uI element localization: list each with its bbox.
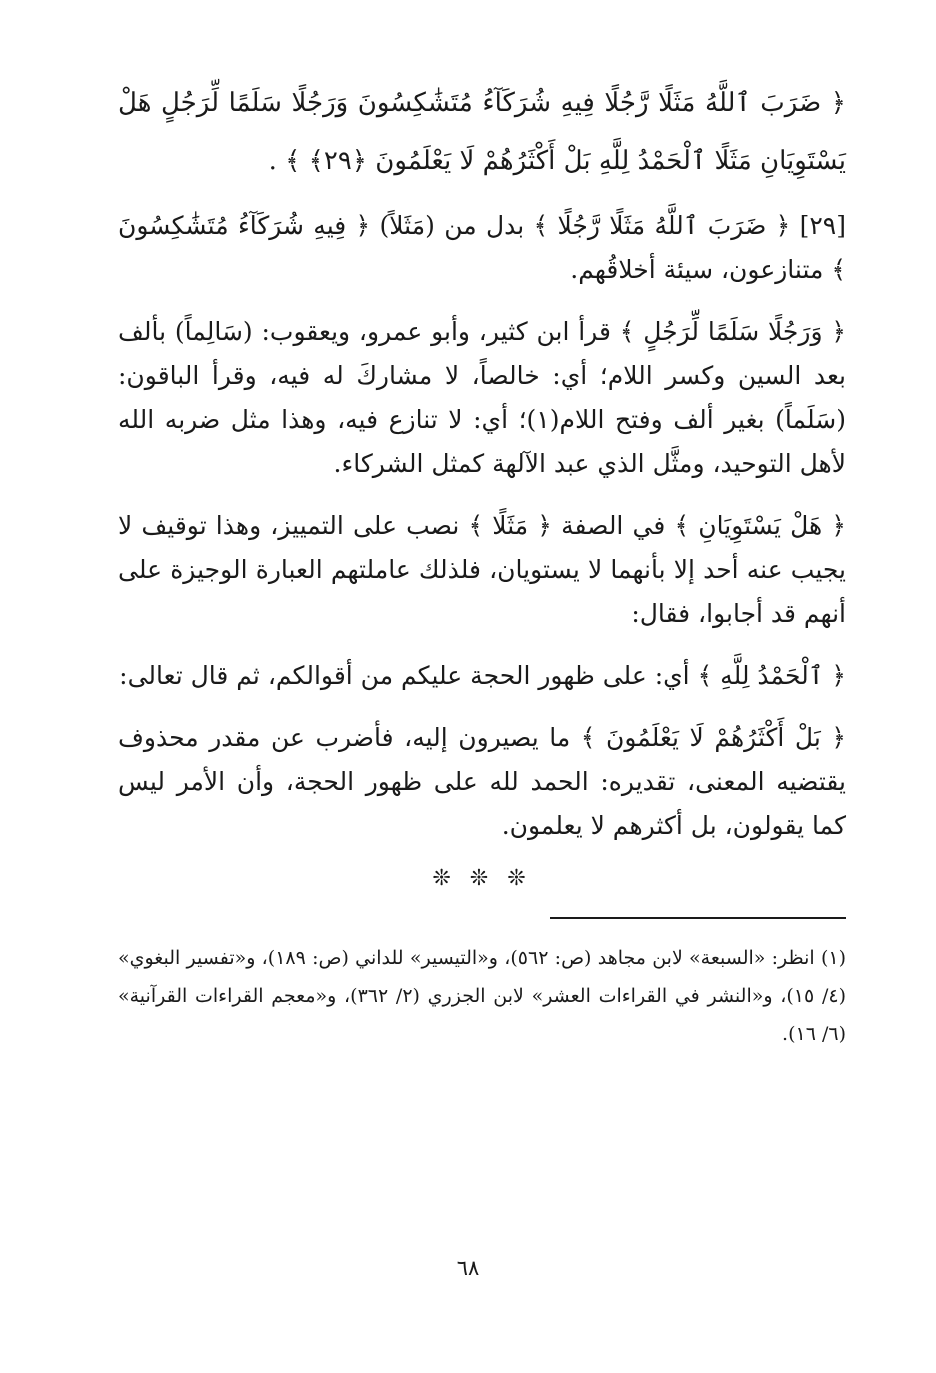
page-body <box>118 74 846 1053</box>
paragraph-comparison: ﴿ هَلْ يَسْتَوِيَانِ ﴾ في الصفة ﴿ مَثَلًا ﴾ نصب على التمييز، وهذا توقيف لا يجيب عنه أحد إلا بأنهما لا يستويان، فلذلك عاملتهم العبارة الوجيزة على أنهم قد أجابوا، فقال: <box>118 511 846 628</box>
footnote-divider <box>550 917 846 919</box>
page-number: ٦٨ <box>456 1256 480 1280</box>
footnote-1: (١) انظر: «السبعة» لابن مجاهد (ص: ٥٦٢)، و«التيسير» للداني (ص: ١٨٩)، و«تفسير البغوي» (٤/ ١٥)، و«النشر في القراءات العشر» لابن الجزري (٢/ ٣٦٢)، و«معجم القراءات القرآنية» (٦/ ١٦). <box>118 947 847 1045</box>
paragraph-readings: ﴿ وَرَجُلًا سَلَمًا لِّرَجُلٍ ﴾ قرأ ابن كثير، وأبو عمرو، ويعقوب: (سَالِماً) بألف بعد السين وكسر اللام؛ أي: خالصاً، لا مشاركَ له فيه، وقرأ الباقون: (سَلَماً) بغير ألف وفتح اللام(١)؛ أي: لا تنازع فيه، وهذا مثل ضربه الله لأهل التوحيد، ومثَّل الذي عبد الآلهة كمثل الشركاء. <box>118 317 846 478</box>
section-separator: ❊ ❊ ❊ <box>432 866 532 891</box>
paragraph-verse-29: [٢٩] ﴿ ضَرَبَ ٱللَّهُ مَثَلًا رَّجُلًا ﴾ بدل من (مَثَلاً) ﴿ فِيهِ شُرَكَآءُ مُتَشَٰكِسُونَ ﴾ متنازعون، سيئة أخلاقُهم. <box>118 211 846 284</box>
quran-verse-block: ﴿ ضَرَبَ ٱللَّهُ مَثَلًا رَّجُلًا فِيهِ شُرَكَآءُ مُتَشَٰكِسُونَ وَرَجُلًا سَلَمًا لِّرَجُلٍ هَلْ يَسْتَوِيَانِ مَثَلًا ٱلْحَمْدُ لِلَّهِ بَلْ أَكْثَرُهُمْ لَا يَعْلَمُونَ ﴿٢٩﴾ ﴾ . <box>118 88 846 176</box>
paragraph-most-know-not: ﴿ بَلْ أَكْثَرُهُمْ لَا يَعْلَمُونَ ﴾ ما يصيرون إليه، فأضرب عن مقدر محذوف يقتضيه المعنى، تقديره: الحمد لله على ظهور الحجة، وأن الأمر ليس كما يقولون، بل أكثرهم لا يعلمون. <box>118 723 846 840</box>
paragraph-praise: ﴿ ٱلْحَمْدُ لِلَّهِ ﴾ أي: على ظهور الحجة عليكم من أقوالكم، ثم قال تعالى: <box>119 661 846 690</box>
